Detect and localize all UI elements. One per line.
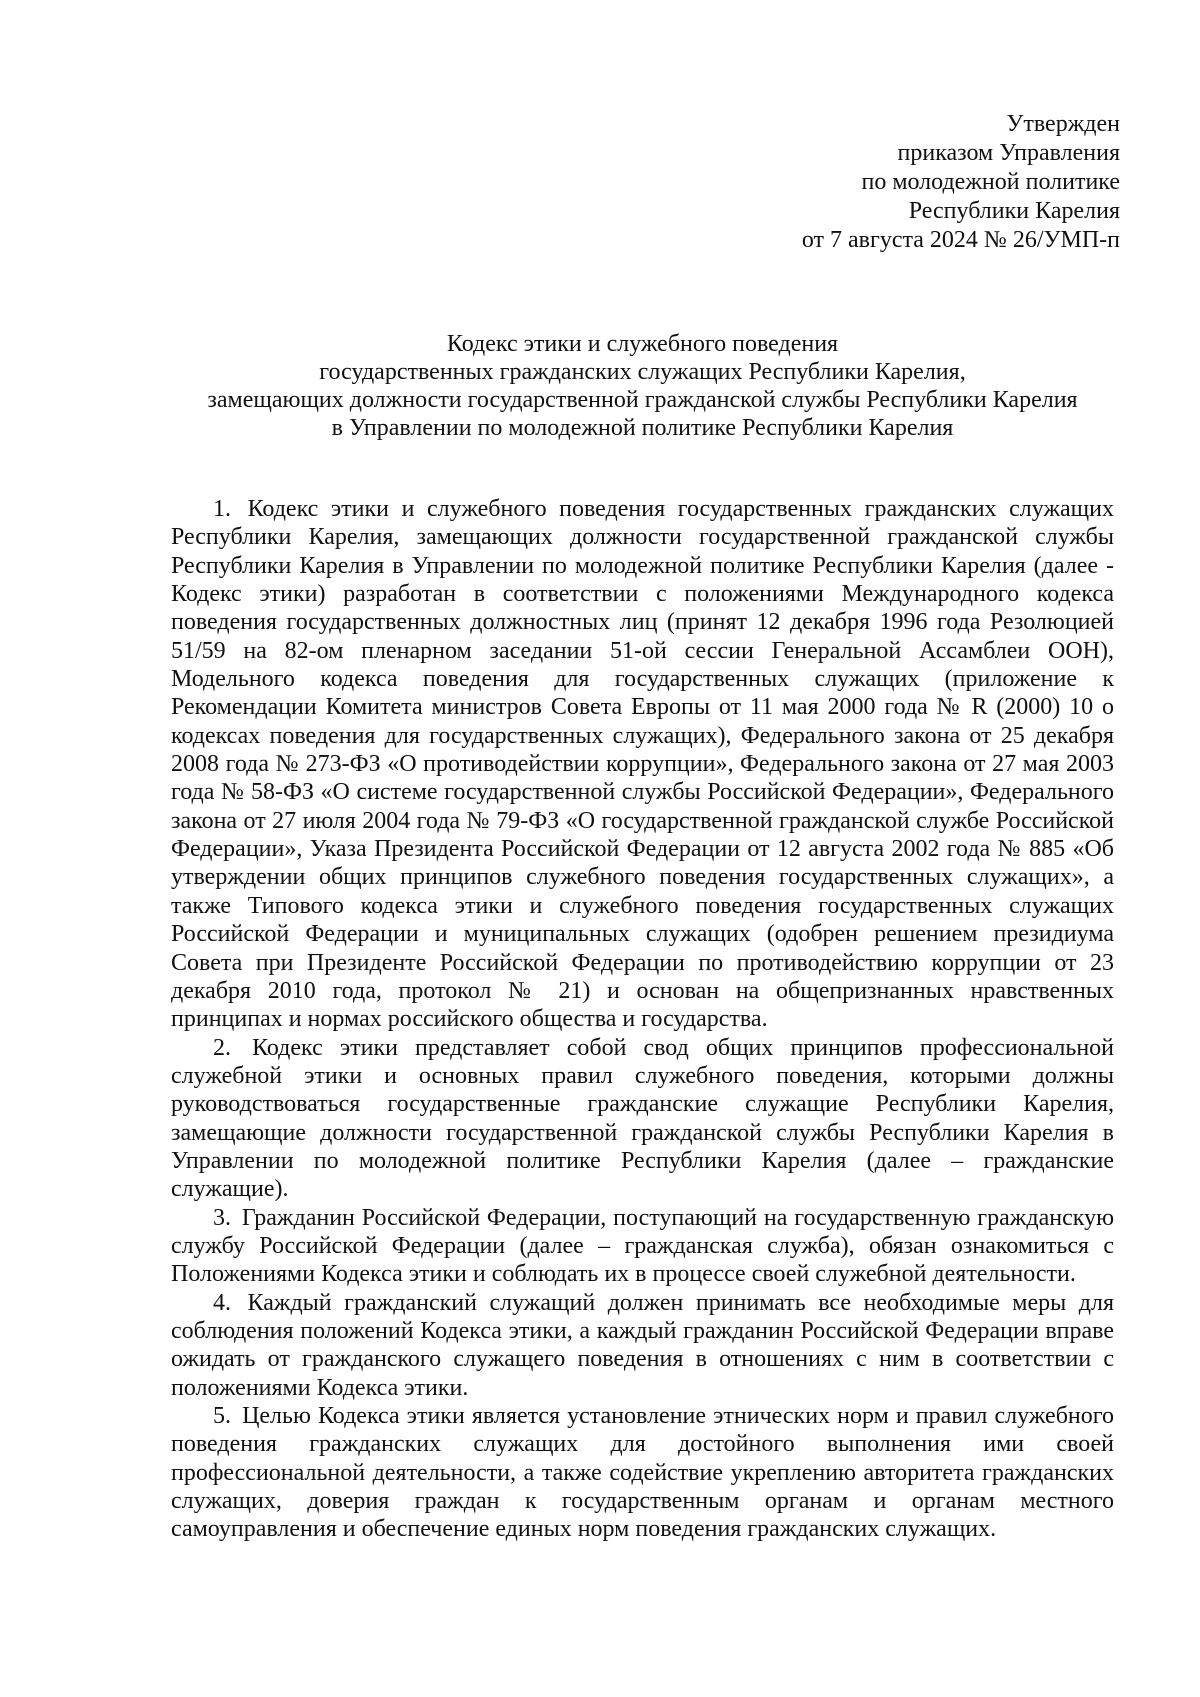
title-line: государственных гражданских служащих Республики Карелия, <box>319 359 966 385</box>
paragraph-number: 2. <box>213 1034 231 1061</box>
paragraph-text: Целью Кодекса этики является установление этнических норм и правил служебного поведения гражданских служащих для достойного выполнения ими своей профессиональной деятельности, а также содействие укреплению авторитета гражданских служащих, доверия граждан к государственным органам и органам местного самоуправления и обеспечение единых норм поведения гражданских служащих. <box>171 1403 1114 1543</box>
approval-line: Утвержден <box>1006 111 1120 137</box>
paragraph-number: 3. <box>213 1204 231 1231</box>
paragraph-number: 5. <box>213 1403 231 1429</box>
title-line: Кодекс этики и служебного поведения <box>446 331 839 357</box>
document-title <box>170 330 1115 442</box>
paragraph-text: Кодекс этики представляет собой свод общих принципов профессиональной служебной этики и основных правил служебного поведения, которыми должны руководствоваться государственные гражданские служащие Республики Карелия, замещающие должности государственной гражданской службы Республики Карелия в Управлении по молодежной политике Республики Карелия (далее – гражданские служащие). <box>171 1034 1115 1203</box>
document-body <box>171 495 1114 1544</box>
approval-line: Республики Карелия <box>908 198 1120 224</box>
paragraph-4 <box>171 1289 1114 1402</box>
paragraph-number: 1. <box>213 496 231 522</box>
paragraph-1 <box>171 495 1114 1034</box>
title-line: в Управлении по молодежной политике Республики Карелия <box>331 415 954 441</box>
paragraph-number: 4. <box>213 1289 231 1316</box>
paragraph-text: Кодекс этики и служебного поведения государственных гражданских служащих Республики Карелия, замещающих должности государственной гражданской службы Республики Карелия в Управлении по молодежной политике Республики Карелия (далее - Кодекс этики) разработан в соответствии с положениями Международного кодекса поведения государственных должностных лиц (принят 12 декабря 1996 года Резолюцией 51/59 на 82-ом пленарном заседании 51-ой сессии Генеральной Ассамблеи ООН), Модельного кодекса поведения для государственных служащих (приложение к Рекомендации Комитета министров Совета Европы от 11 мая 2000 года № R (2000) 10 о кодексах поведения для государственных служащих), Федерального закона от 25 декабря 2008 года № 273-ФЗ «О противодействии коррупции», Федерального закона от 27 мая 2003 года № 58-ФЗ «О системе государственной службы Российской Федерации», Федерального закона от 27 июля 2004 года № 79-ФЗ «О государственной гражданской службе Российской Федерации», Указа Президента Российской Федерации от 12 августа 2002 года № 885 «Об утверждении общих принципов служебного поведения государственных служащих», а также Типового кодекса этики и служебного поведения государственных служащих Российской Федерации и муниципальных служащих (одобрен решением президиума Совета при Президенте Российской Федерации по противодействию коррупции от 23 декабря 2010 года, протокол № 21) и основан на общепризнанных нравственных принципах и нормах российского общества и государства. <box>171 496 1115 1033</box>
paragraph-text: Каждый гражданский служащий должен принимать все необходимые меры для соблюдения положений Кодекса этики, а каждый гражданин Российской Федерации вправе ожидать от гражданского служащего поведения в отношениях с ним в соответствии с положениями Кодекса этики. <box>171 1289 1115 1401</box>
paragraph-2 <box>171 1034 1114 1204</box>
paragraph-text: Гражданин Российской Федерации, поступающий на государственную гражданскую службу Российской Федерации (далее – гражданская служба), обязан ознакомиться с Положениями Кодекса этики и соблюдать их в процессе своей служебной деятельности. <box>171 1204 1114 1288</box>
approval-line: по молодежной политике <box>861 169 1120 195</box>
paragraph-3 <box>171 1204 1114 1289</box>
approval-line: от 7 августа 2024 № 26/УМП-п <box>801 227 1120 253</box>
title-line: замещающих должности государственной гражданской службы Республики Карелия <box>207 387 1078 413</box>
approval-stamp-block <box>802 110 1120 255</box>
paragraph-5 <box>171 1402 1114 1544</box>
approval-line: приказом Управления <box>897 140 1120 166</box>
